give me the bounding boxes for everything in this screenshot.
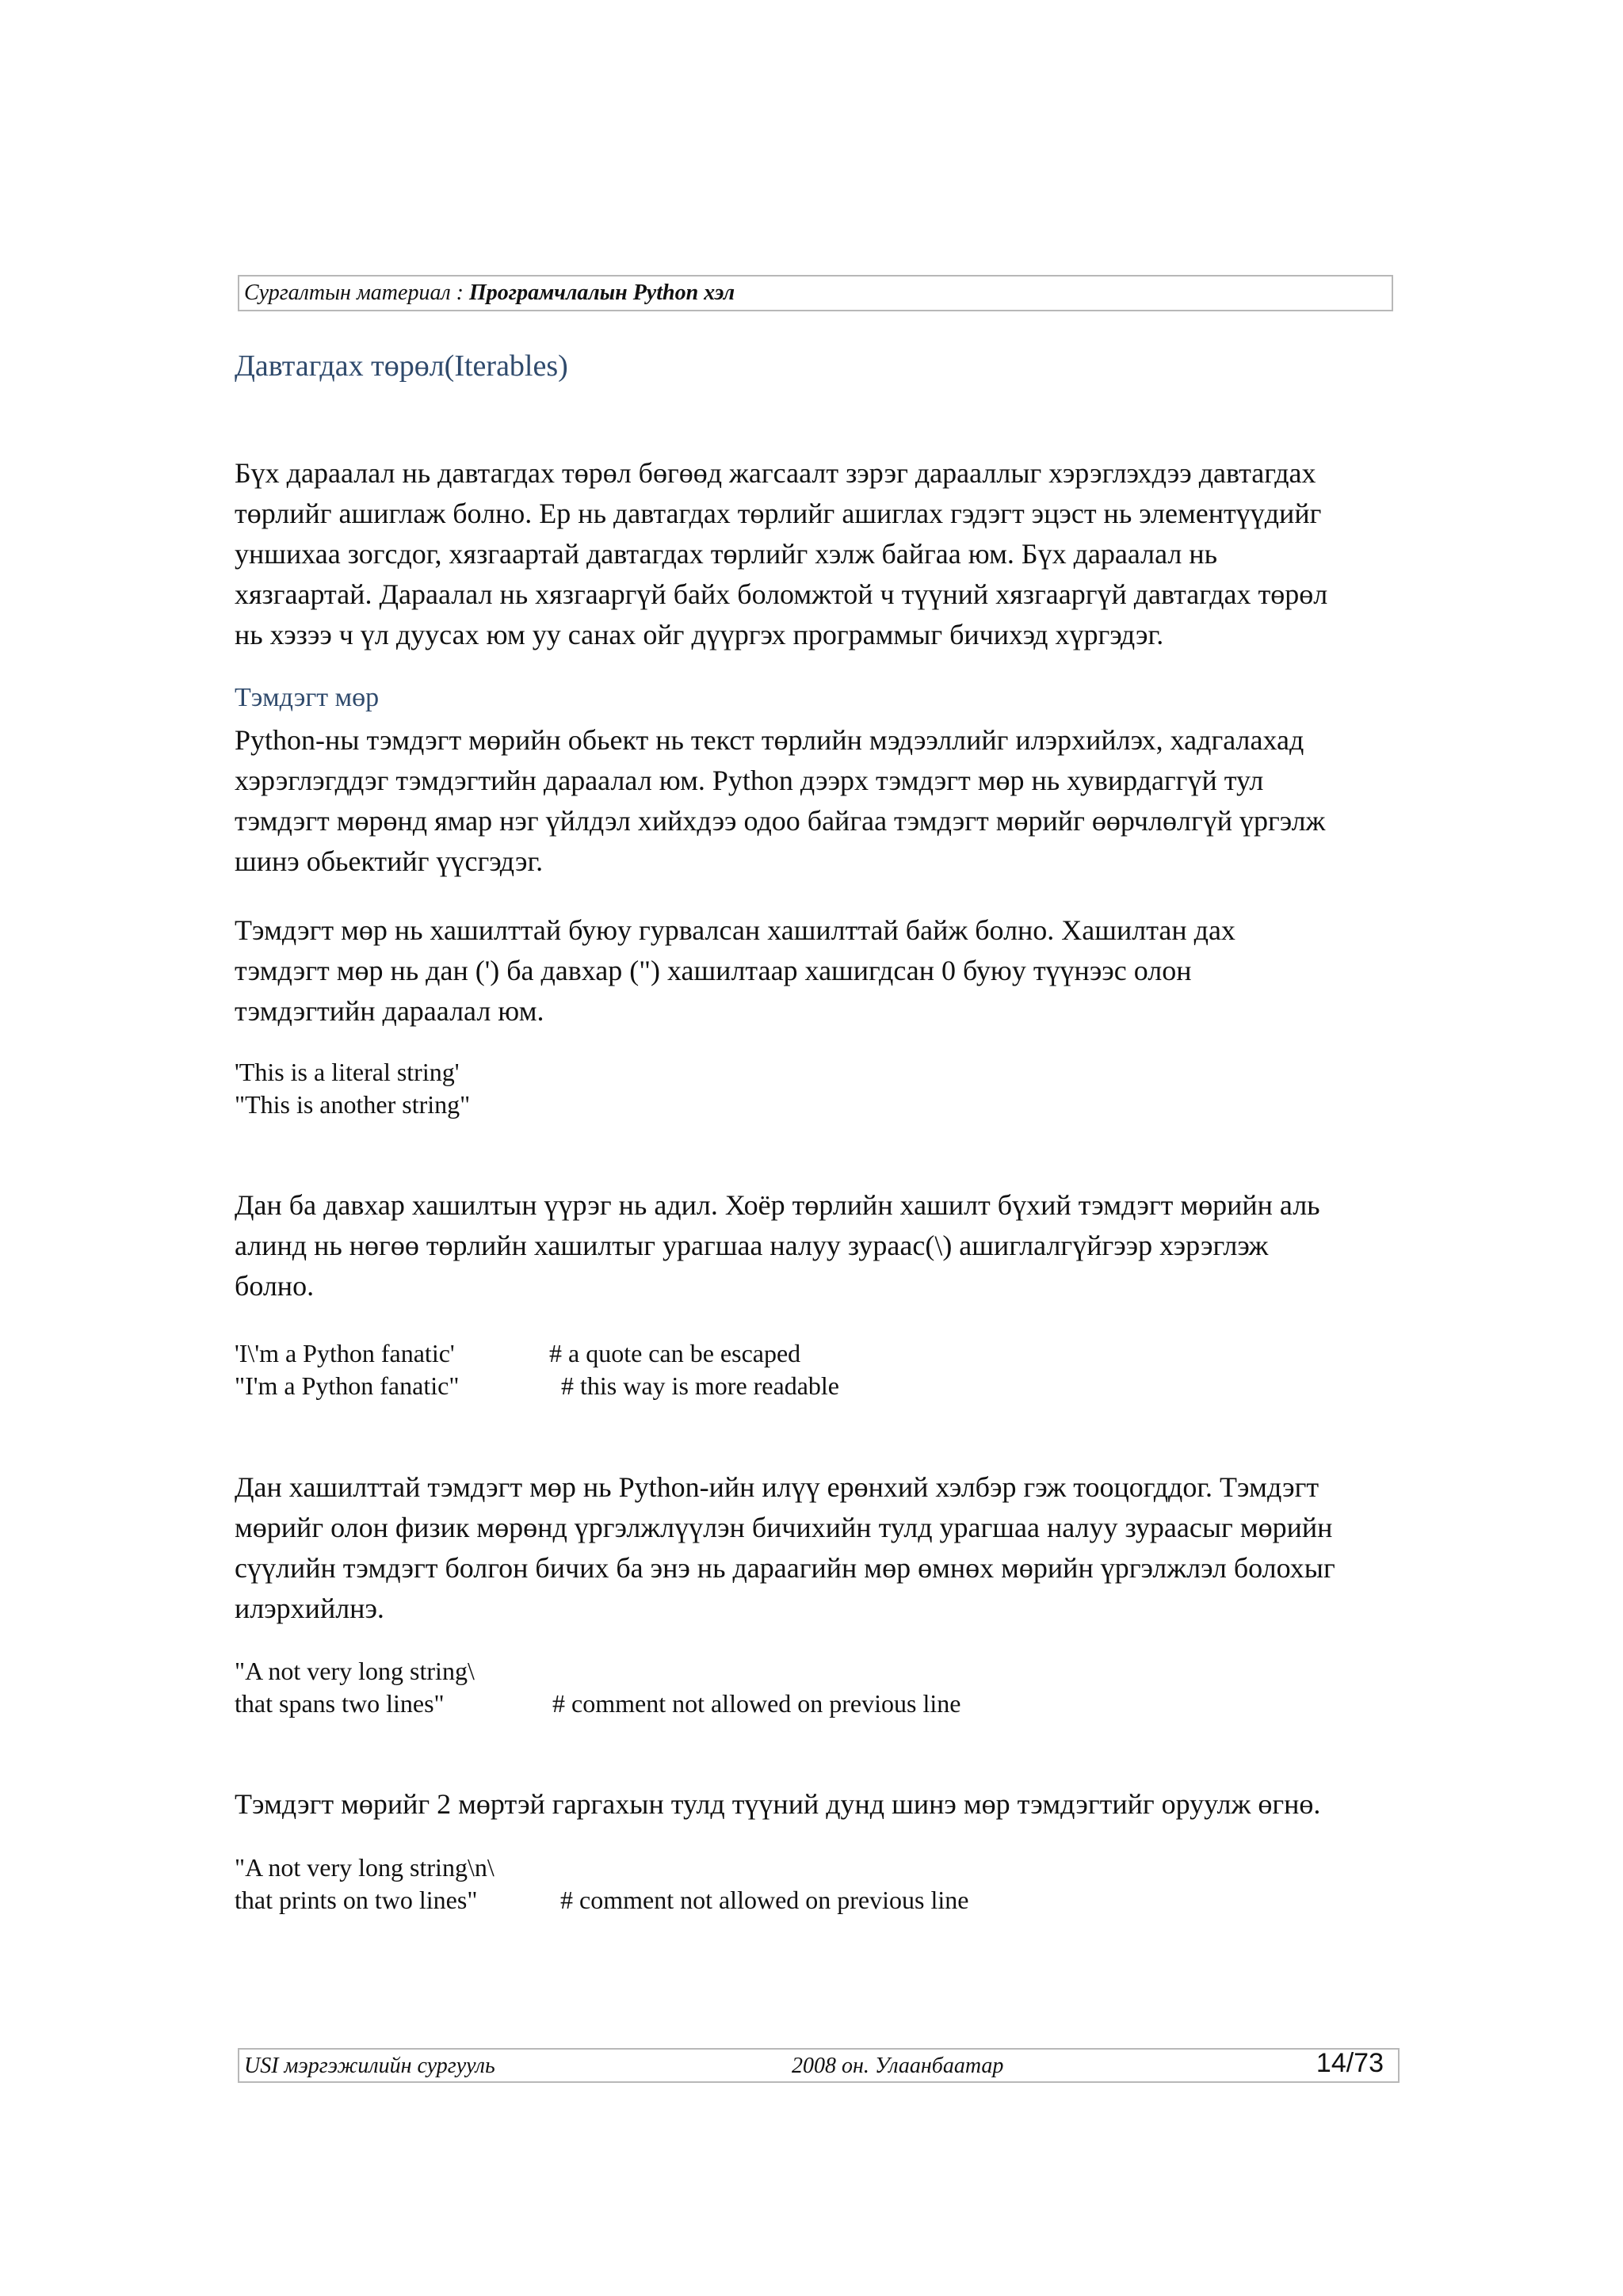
section-title: Давтагдах төрөл(Iterables) — [235, 349, 568, 383]
paragraph-string-object — [235, 720, 1407, 882]
text-line: хэрэглэгддэг тэмдэгтийн дараалал юм. Python дээрх тэмдэгт мөр нь хувирдаггүй тул — [235, 765, 1264, 796]
text-line: Дан хашилттай тэмдэгт мөр нь Python-ийн илүү ерөнхий хэлбэр гэж тооцогддог. Тэмдэгт — [235, 1471, 1319, 1503]
code-example-2 — [235, 1337, 948, 1402]
paragraph-quote-roles — [235, 1185, 1407, 1306]
code-text: "A not very long string\ — [235, 1657, 475, 1685]
code-text: "I'm a Python fanatic" — [235, 1371, 460, 1400]
text-line: нь хэзээ ч үл дуусах юм уу санах ойг дүүргэх программыг бичихэд хүргэдэг. — [235, 619, 1164, 650]
text-line: алинд нь нөгөө төрлийн хашилтыг урагшаа налуу зураас(\) ашиглалгүйгээр хэрэглэж — [235, 1230, 1269, 1261]
code-comment: # this way is more readable — [561, 1371, 839, 1400]
footer-school: USI мэргэжилийн сургууль — [244, 2054, 495, 2078]
text-line: тэмдэгт мөр нь дан (') ба давхар (") хашилтаар хашигдсан 0 буюу түүнээс олон — [235, 955, 1192, 986]
footer-place: 2008 он. Улаанбаатар — [792, 2054, 1004, 2078]
header-book-title: Програмчлалын Python хэл — [469, 280, 735, 305]
code-comment: # a quote can be escaped — [549, 1339, 801, 1367]
text-line: тэмдэгтийн дараалал юм. — [235, 995, 544, 1027]
page-number: 14/73 — [1316, 2048, 1384, 2078]
text-line: илэрхийлнэ. — [235, 1592, 384, 1624]
text-line: Бүх дараалал нь давтагдах төрөл бөгөөд жагсаалт зэрэг дарааллыг хэрэглэхдээ давтагдах — [235, 457, 1316, 489]
code-comment: # comment not allowed on previous line — [552, 1689, 961, 1718]
code-example-3 — [235, 1655, 1027, 1720]
text-line: хязгаартай. Дараалал нь хязгааргүй байх боломжтой ч түүний хязгааргүй давтагдах төрөл — [235, 578, 1328, 610]
paragraph-single-quote-form — [235, 1467, 1407, 1629]
text-line: мөрийг олон физик мөрөнд үргэлжлүүлэн бичихийн тулд урагшаа налуу зураасыг мөрийн — [235, 1512, 1333, 1543]
code-text: that prints on two lines" — [235, 1886, 478, 1914]
text-line: сүүлийн тэмдэгт болгон бичих ба энэ нь дараагийн мөр өмнөх мөрийн үргэлжлэл болохыг — [235, 1552, 1335, 1584]
code-text: "A not very long string\n\ — [235, 1853, 495, 1882]
paragraph-iterables — [235, 453, 1407, 655]
text-line: Тэмдэгт мөр нь хашилттай буюу гурвалсан хашилттай байж болно. Хашилтан дах — [235, 914, 1235, 946]
text-line: Python-ны тэмдэгт мөрийн обьект нь текст төрлийн мэдээллийг илэрхийлэх, хадгалахад — [235, 724, 1304, 756]
page-header — [238, 275, 1393, 311]
text-line: Тэмдэгт мөрийг 2 мөртэй гаргахын тулд түүний дунд шинэ мөр тэмдэгтийг оруулж өгнө. — [235, 1788, 1321, 1820]
code-comment: # comment not allowed on previous line — [560, 1886, 969, 1914]
text-line: тэмдэгт мөрөнд ямар нэг үйлдэл хийхдээ одоо байгаа тэмдэгт мөрийг өөрчлөлгүй үргэлж — [235, 805, 1326, 837]
code-text: that spans two lines" — [235, 1689, 445, 1718]
code-line: "This is another string" — [235, 1090, 471, 1119]
text-line: шинэ обьектийг үүсгэдэг. — [235, 845, 544, 877]
subsection-title: Тэмдэгт мөр — [235, 683, 380, 712]
text-line: төрлийг ашиглаж болно. Ер нь давтагдах төрлийг ашиглах гэдэгт эцэст нь элементүүдийг — [235, 498, 1322, 529]
text-line: уншихаа зогсдог, хязгаартай давтагдах төрлийг хэлж байгаа юм. Бүх дараалал нь — [235, 538, 1218, 570]
header-prefix: Сургалтын материал : — [244, 280, 469, 305]
code-line: 'This is a literal string' — [235, 1058, 460, 1086]
text-line: Дан ба давхар хашилтын үүрэг нь адил. Хоёр төрлийн хашилт бүхий тэмдэгт мөрийн аль — [235, 1189, 1320, 1221]
page-footer — [238, 2048, 1400, 2083]
paragraph-quotes — [235, 910, 1407, 1032]
text-line: болно. — [235, 1270, 315, 1302]
paragraph-newline — [235, 1784, 1407, 1825]
code-example-4 — [235, 1852, 1027, 1917]
code-text: 'I\'m a Python fanatic' — [235, 1339, 455, 1367]
code-example-1 — [235, 1056, 470, 1121]
